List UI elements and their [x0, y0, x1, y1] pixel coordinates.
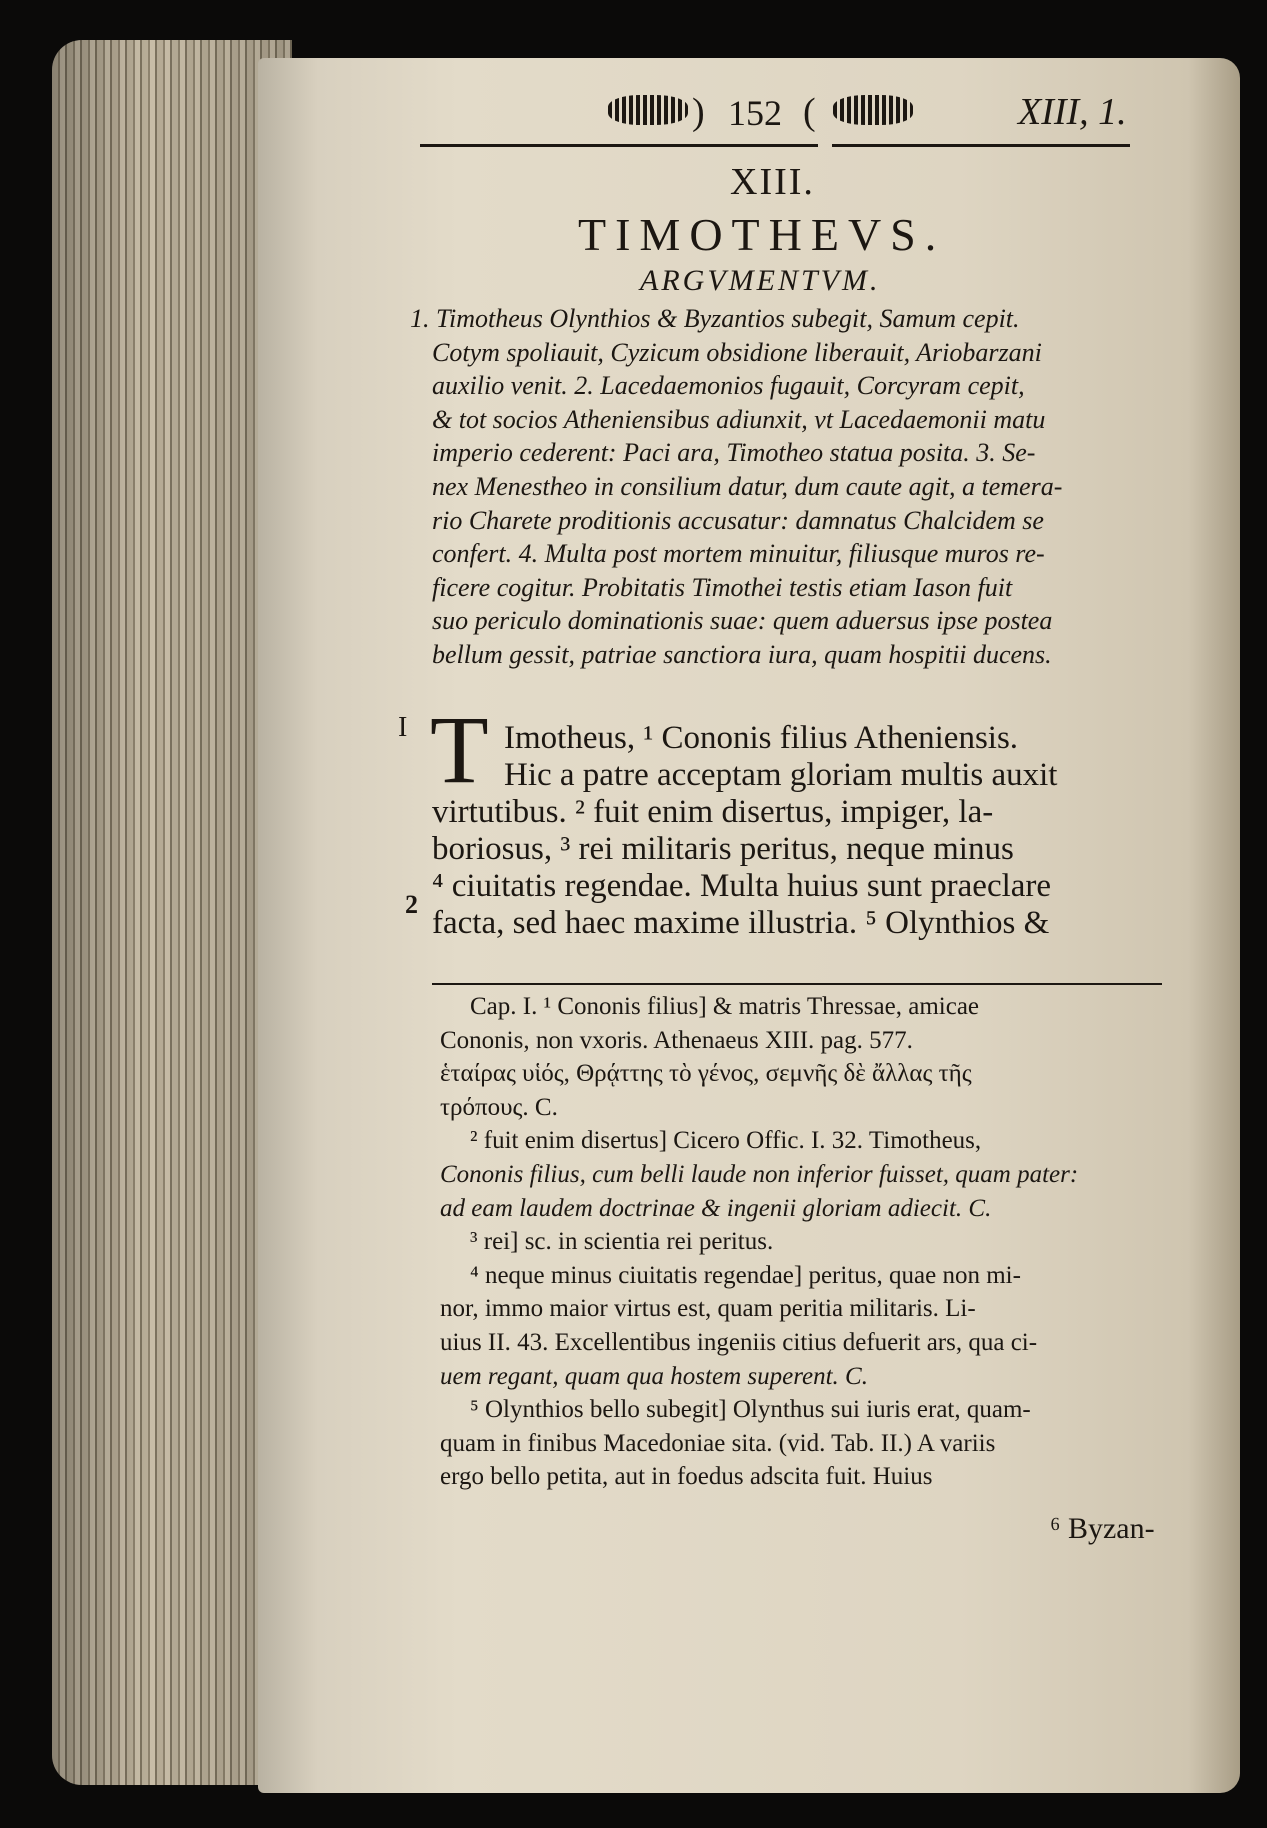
note-line: ergo bello petita, aut in foedus adscita fuit. Huius [440, 1463, 933, 1491]
drop-cap: T [430, 696, 489, 803]
argument-line: imperio cederent: Paci ara, Timotheo statua posita. 3. Se- [432, 438, 1036, 468]
chapter-numeral: XIII. [730, 161, 815, 203]
note-line: ² fuit enim disertus] Cicero Offic. I. 32. Timotheus, [470, 1127, 982, 1155]
left-bracket: ) [692, 91, 705, 133]
header-rule-right [832, 144, 1130, 147]
argument-line: auxilio venit. 2. Lacedaemonios fugauit, Corcyram cepit, [432, 371, 1025, 401]
note-line: Cononis filius, cum belli laude non inferior fuisset, quam pater: [440, 1160, 1079, 1188]
note-line: uius II. 43. Excellentibus ingeniis citius defuerit ars, qua ci- [440, 1328, 1038, 1356]
page-edges-shadow [52, 40, 292, 1785]
main-text-line: virtutibus. ² fuit enim disertus, impiger, la- [432, 794, 994, 830]
main-text-line: facta, sed haec maxime illustria. ⁵ Olynthios & [432, 905, 1050, 941]
note-line: nor, immo maior virtus est, quam peritia militaris. Li- [440, 1295, 976, 1323]
argument-line: suo periculo dominationis suae: quem aduersus ipse postea [432, 606, 1053, 636]
margin-marker: I [398, 712, 408, 743]
running-head: XIII, 1. [1018, 91, 1127, 133]
argument-line: nex Menestheo in consilium datur, dum caute agit, a temera- [432, 471, 1063, 501]
note-line: ³ rei] sc. in scientia rei peritus. [470, 1228, 774, 1256]
argument-heading: ARGVMENTVM. [640, 264, 881, 297]
argument-block [410, 302, 1063, 672]
note-line: ⁴ neque minus ciuitatis regendae] peritus, quae non mi- [470, 1261, 1021, 1289]
argument-line: & tot socios Atheniensibus adiunxit, vt Lacedaemonii matu [432, 404, 1046, 434]
argument-line: confert. 4. Multa post mortem minuitur, filiusque muros re- [432, 539, 1045, 569]
main-text-line: Imotheus, ¹ Cononis filius Atheniensis. [504, 720, 1019, 756]
note-line: ⁵ Olynthios bello subegit] Olynthus sui iuris erat, quam- [470, 1396, 1031, 1424]
main-text-block [432, 720, 1057, 942]
note-line: ad eam laudem doctrinae & ingenii gloriam adiecit. C. [440, 1194, 992, 1222]
catchword: ⁶ Byzan- [1050, 1512, 1155, 1545]
right-ornament-icon [833, 95, 913, 125]
chapter-title: TIMOTHEVS. [578, 209, 946, 260]
note-line: uem regant, quam qua hostem superent. C. [440, 1362, 868, 1390]
notes-block [440, 990, 1078, 1494]
right-bracket: ( [803, 91, 816, 133]
note-line: τρόπους. C. [440, 1093, 558, 1121]
note-line: Cap. I. ¹ Cononis filius] & matris Thressae, amicae [470, 993, 980, 1020]
argument-line: 1. Timotheus Olynthios & Byzantios subegit, Samum cepit. [410, 304, 1020, 333]
main-text-line: boriosus, ³ rei militaris peritus, neque minus [432, 831, 1014, 867]
notes-rule [432, 983, 1162, 985]
main-text-line: Hic a patre acceptam gloriam multis auxit [504, 757, 1058, 793]
note-line: quam in finibus Macedoniae sita. (vid. Tab. II.) A variis [440, 1429, 996, 1457]
argument-line: ficere cogitur. Probitatis Timothei testis etiam Iason fuit [432, 572, 1013, 602]
header-rule-left [420, 144, 818, 147]
margin-marker: 2 [405, 890, 418, 919]
argument-line: Cotym spoliauit, Cyzicum obsidione liberauit, Ariobarzani [432, 337, 1042, 367]
main-text-line: ⁴ ciuitatis regendae. Multa huius sunt praeclare [432, 868, 1052, 904]
note-line: ἑταίρας υἱός, Θρᾴττης τὸ γένος, σεμνῆς δὲ ἄλλας τῆς [440, 1060, 972, 1088]
argument-line: rio Charete proditionis accusatur: damnatus Chalcidem se [432, 505, 1044, 535]
left-ornament-icon [608, 95, 688, 125]
argument-line: bellum gessit, patriae sanctiora iura, quam hospitii ducens. [432, 639, 1052, 669]
note-line: Cononis, non vxoris. Athenaeus XIII. pag. 577. [440, 1026, 913, 1054]
page-number: 152 [728, 93, 782, 133]
